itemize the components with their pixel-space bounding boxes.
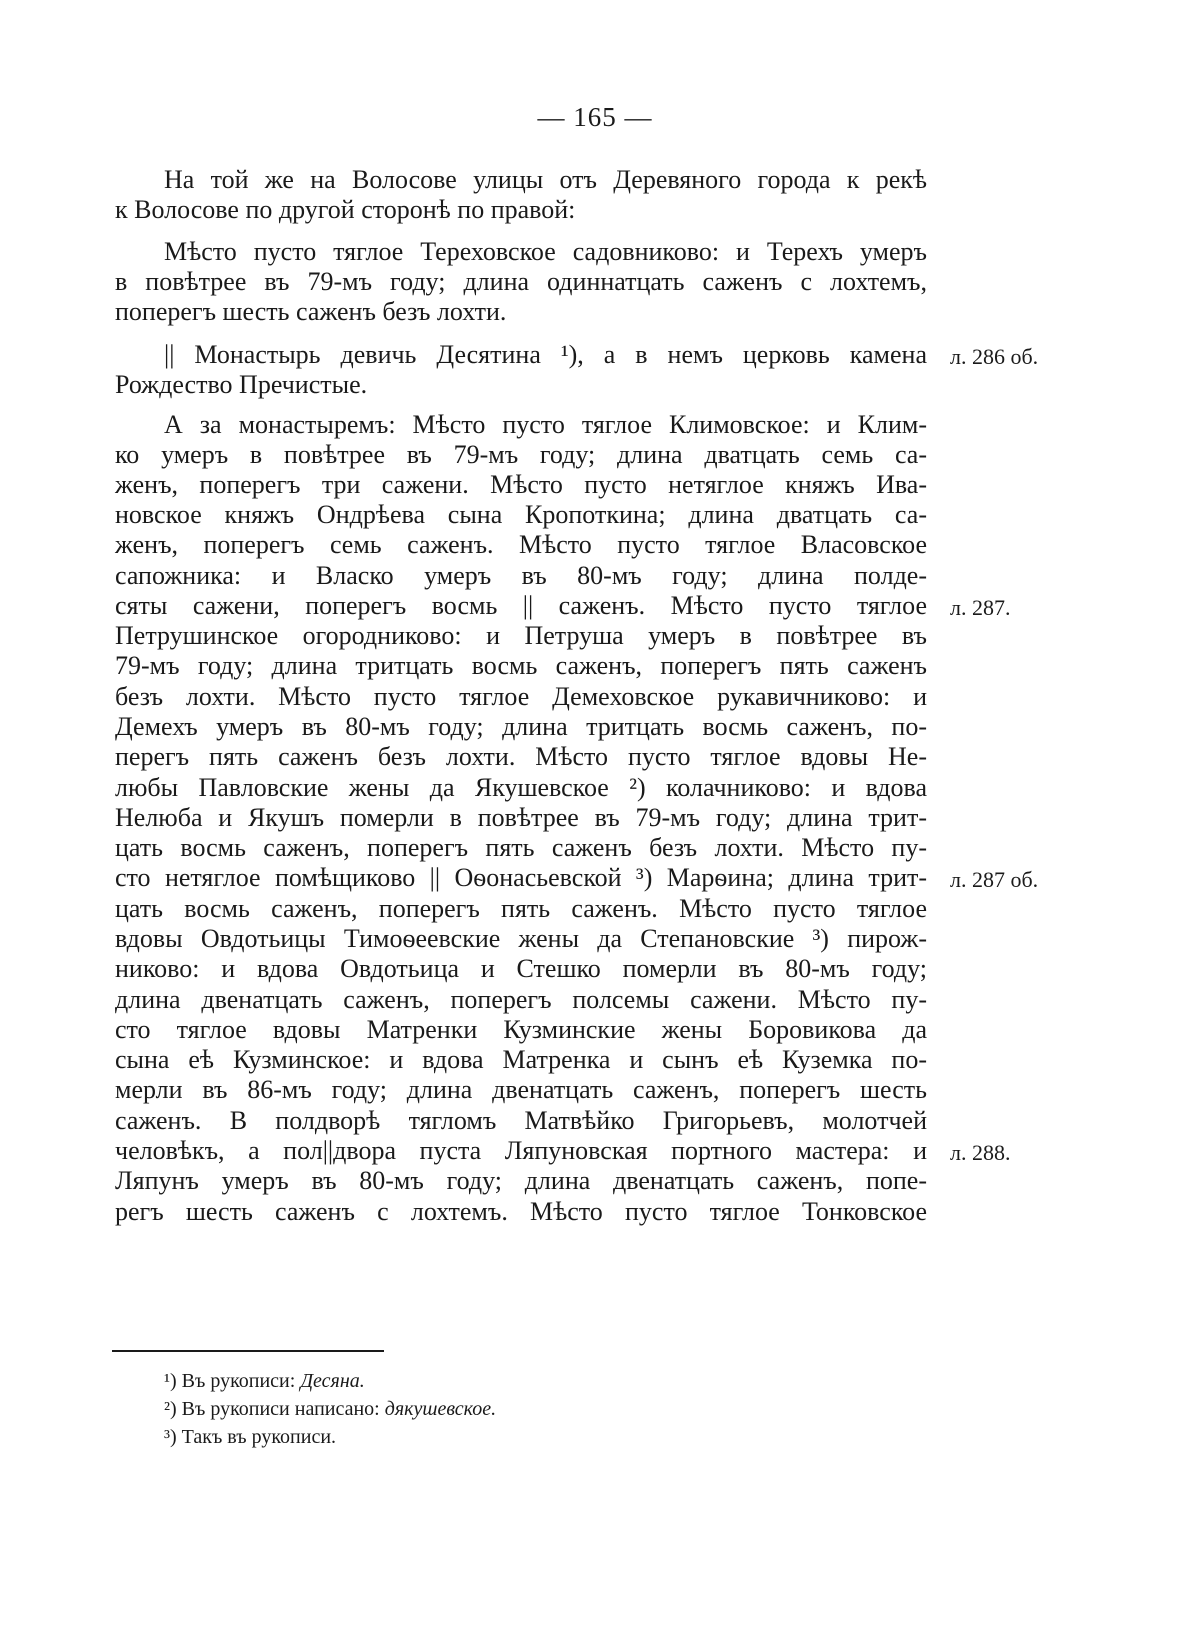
text-line: Демехъ умеръ въ 80-мъ году; длина тритцать восмь саженъ, по- — [115, 712, 927, 741]
text-line: новское княжъ Ондрѣева сына Кропоткина; длина дватцать са- — [115, 500, 927, 529]
text-line: цать восмь саженъ, поперегъ пять саженъ. Мѣсто пусто тяглое — [115, 894, 927, 923]
footnote — [164, 1396, 496, 1422]
text-line: || Монастырь девичь Десятина ¹), а в немъ церковь камена — [164, 340, 927, 369]
text-line: саженъ. В полдворѣ тягломъ Матвѣйко Григорьевъ, молотчей — [115, 1106, 927, 1135]
footnote — [164, 1424, 336, 1450]
text-line: ко умеръ в повѣтрее въ 79-мъ году; длина дватцать семь са- — [115, 440, 927, 469]
footnote-mark: ²) — [164, 1398, 182, 1420]
text-line: человѣкъ, а пол||двора пуста Ляпуновская портного мастера: и — [115, 1136, 927, 1165]
footnote-italic-text: дякушевское. — [384, 1398, 497, 1420]
footnote-text: Въ рукописи написано: — [181, 1398, 385, 1420]
folio-reference: л. 287 об. — [950, 867, 1039, 892]
text-line: сяты сажени, поперегъ восмь || саженъ. Мѣсто пусто тяглое — [115, 591, 927, 620]
text-line: сто нетяглое помѣщиково || Оѳонасьевской ³) Марѳина; длина трит- — [115, 863, 927, 892]
text-line: любы Павловские жены да Якушевское ²) колачниково: и вдова — [115, 773, 927, 802]
text-line: женъ, поперегъ три сажени. Мѣсто пусто нетяглое княжъ Ива- — [115, 470, 927, 499]
text-line: Ляпунъ умеръ въ 80-мъ году; длина двенатцать саженъ, попе- — [115, 1166, 927, 1195]
text-line: безъ лохти. Мѣсто пусто тяглое Демеховское рукавичниково: и — [115, 682, 927, 711]
text-line: Петрушинское огородниково: и Петруша умеръ в повѣтрее въ — [115, 621, 927, 650]
text-line: мерли въ 86-мъ году; длина двенатцать саженъ, поперегъ шесть — [115, 1075, 927, 1104]
text-line: сапожника: и Власко умеръ въ 80-мъ году; длина полде- — [115, 561, 927, 590]
text-line: регъ шесть саженъ с лохтемъ. Мѣсто пусто тяглое Тонковское — [115, 1197, 927, 1226]
page-number: — 165 — — [537, 102, 653, 132]
folio-reference: л. 286 об. — [950, 344, 1039, 369]
text-line: Нелюба и Якушъ померли в повѣтрее въ 79-мъ году; длина трит- — [115, 803, 927, 832]
text-line: А за монастыремъ: Мѣсто пусто тяглое Климовское: и Клим- — [164, 410, 927, 439]
text-line: Мѣсто пусто тяглое Тереховское садовниково: и Терехъ умеръ — [164, 237, 927, 266]
text-line: Рождество Пречистые. — [115, 370, 368, 399]
footnote — [164, 1368, 365, 1394]
text-line: перегъ пять саженъ безъ лохти. Мѣсто пусто тяглое вдовы Не- — [115, 742, 927, 771]
text-line: цать восмь саженъ, поперегъ пять саженъ безъ лохти. Мѣсто пу- — [115, 833, 927, 862]
text-line: в повѣтрее въ 79-мъ году; длина одиннатцать саженъ с лохтемъ, — [115, 267, 927, 296]
folio-reference: л. 287. — [950, 595, 1011, 620]
footnote-divider — [112, 1350, 384, 1352]
text-line: сто тяглое вдовы Матренки Кузминские жены Боровикова да — [115, 1015, 927, 1044]
footnote-mark: ¹) — [164, 1370, 182, 1392]
text-line: вдовы Овдотьицы Тимоѳеевские жены да Степановские ³) пирож- — [115, 924, 927, 953]
text-line: 79-мъ году; длина тритцать восмь саженъ, поперегъ пять саженъ — [115, 651, 927, 680]
text-line: длина двенатцать саженъ, поперегъ полсемы сажени. Мѣсто пу- — [115, 985, 927, 1014]
text-line: никово: и вдова Овдотьица и Стешко померли въ 80-мъ году; — [115, 954, 927, 983]
footnote-text: Въ рукописи: — [181, 1370, 301, 1392]
text-line: сына еѣ Кузминское: и вдова Матренка и сынъ еѣ Куземка по- — [115, 1045, 927, 1074]
text-line: к Волосове по другой сторонѣ по правой: — [115, 195, 576, 224]
folio-reference: л. 288. — [950, 1140, 1011, 1165]
footnote-italic-text: Десяна. — [300, 1370, 365, 1392]
footnote-mark: ³) — [164, 1426, 182, 1448]
text-line: женъ, поперегъ семь саженъ. Мѣсто пусто тяглое Власовское — [115, 530, 927, 559]
text-line: На той же на Волосове улицы отъ Деревяного города к рекѣ — [164, 165, 927, 194]
text-line: поперегъ шесть саженъ безъ лохти. — [115, 297, 507, 326]
footnote-text: Такъ въ рукописи. — [181, 1426, 337, 1448]
